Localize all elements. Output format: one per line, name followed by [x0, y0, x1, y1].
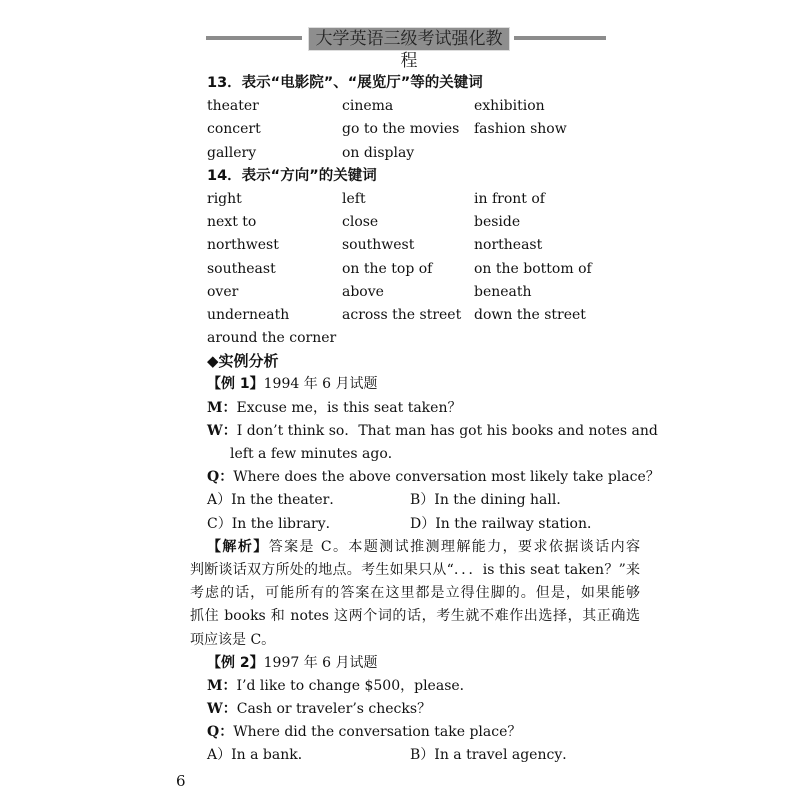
- keyword: right: [207, 190, 242, 207]
- option-b: B）In a travel agency．: [410, 747, 577, 764]
- explanation-line: 判断谈话双方所处的地点。考生如果只从“．．．is this seat taken？”来: [190, 561, 640, 578]
- keyword: fashion show: [474, 121, 567, 138]
- keyword: southeast: [207, 260, 276, 277]
- explanation-line: 抓住 books 和 notes 这两个词的话，考生就不难作出选择，其正确选: [190, 608, 640, 625]
- keyword-row: [190, 95, 640, 118]
- keyword: on the bottom of: [474, 260, 592, 277]
- keyword: over: [207, 283, 239, 300]
- option-c: C）In the library．: [207, 515, 340, 532]
- keyword-row: [190, 258, 640, 281]
- example-2-man: M：I’d like to change $500，please．: [207, 677, 474, 694]
- example-2-title: 【例 2】1997 年 6 月试题: [207, 654, 378, 671]
- section-13-heading: 13．表示“电影院”、“展览厅”等的关键词: [207, 75, 483, 91]
- option-a: A）In a bank．: [207, 747, 312, 764]
- running-header: [206, 27, 606, 71]
- keyword-row: [190, 142, 640, 165]
- keyword: go to the movies: [342, 121, 460, 138]
- keyword: close: [342, 214, 379, 231]
- example-2-question: Q：Where did the conversation take place？: [207, 724, 522, 741]
- keyword: left: [342, 190, 366, 207]
- keyword: northwest: [207, 237, 279, 254]
- explanation-line: 考虑的话，可能所有的答案在这里都是立得住脚的。但是，如果能够: [190, 585, 640, 602]
- keyword-row: [190, 234, 640, 257]
- keyword: concert: [207, 121, 261, 138]
- keyword: cinema: [342, 98, 394, 115]
- section-14-heading: 14．表示“方向”的关键词: [207, 167, 377, 184]
- keyword-row: [190, 304, 640, 327]
- header-rule-left: [206, 36, 302, 40]
- option-a: A）In the theater．: [207, 492, 344, 509]
- keyword: beneath: [474, 283, 532, 300]
- keyword: southwest: [342, 237, 415, 254]
- example-1-man: M：Excuse me，is this seat taken？: [207, 399, 462, 416]
- keyword: theater: [207, 98, 259, 115]
- explanation-line: 项应该是 C。: [190, 631, 276, 648]
- keyword: next to: [207, 214, 257, 231]
- keyword-row: [190, 281, 640, 304]
- example-1-title: 【例 1】1994 年 6 月试题: [207, 376, 378, 393]
- option-b: B）In the dining hall．: [410, 492, 571, 509]
- keyword: across the street: [342, 306, 462, 323]
- keyword: underneath: [207, 306, 290, 323]
- example-1-question: Q：Where does the above conversation most likely take place？: [207, 469, 660, 486]
- book-title: 大学英语三级考试强化教程: [308, 27, 510, 51]
- keyword-row: [190, 188, 640, 211]
- page-number: 6: [176, 772, 186, 790]
- keyword: on display: [342, 144, 415, 161]
- keyword: down the street: [474, 306, 586, 323]
- explanation-line: 【解析】答案是 C。本题测试推测理解能力，要求依据谈话内容: [207, 538, 641, 555]
- analysis-heading: ◆实例分析: [207, 352, 279, 371]
- keyword: above: [342, 283, 384, 300]
- example-2-woman: W：Cash or traveler’s checks？: [207, 701, 432, 718]
- keyword: exhibition: [474, 98, 545, 115]
- header-rule-right: [514, 36, 606, 40]
- keyword: northeast: [474, 237, 543, 254]
- example-1-woman: W：I don’t think so．That man has got his books and notes and: [207, 422, 658, 439]
- keyword-row: [190, 211, 640, 234]
- keyword: beside: [474, 214, 521, 231]
- keyword: on the top of: [342, 260, 433, 277]
- keyword: in front of: [474, 190, 545, 207]
- example-1-woman-cont: left a few minutes ago．: [230, 446, 402, 462]
- option-d: D）In the railway station．: [410, 515, 601, 532]
- keyword: around the corner: [207, 330, 337, 347]
- keyword-row: [190, 118, 640, 141]
- keyword: gallery: [207, 144, 257, 161]
- page-body: [190, 72, 660, 768]
- keyword-row: [190, 327, 640, 350]
